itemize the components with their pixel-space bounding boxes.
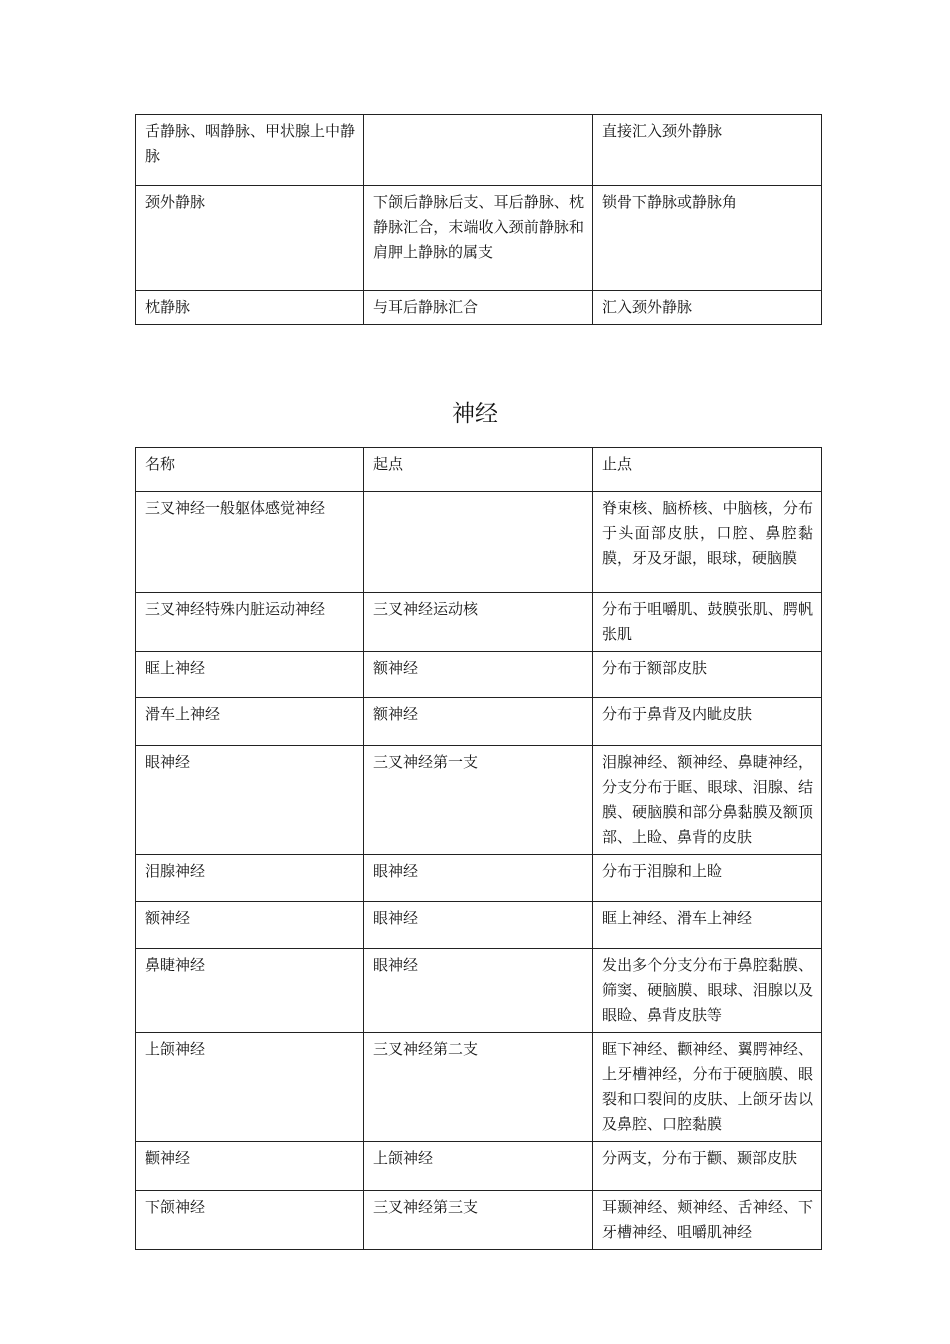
table-row	[136, 1142, 822, 1191]
nerve-origin-cell: 眼神经	[364, 902, 593, 949]
nerve-name-cell: 颧神经	[136, 1142, 364, 1191]
table-row	[136, 1033, 822, 1142]
table-header-row	[136, 448, 822, 492]
table-row	[136, 115, 822, 186]
vein-source-cell	[364, 115, 593, 186]
table-row	[136, 652, 822, 698]
nerve-termination-cell: 泪腺神经、额神经、鼻睫神经，分支分布于眶、眼球、泪腺、结膜、硬脑膜和部分鼻黏膜及额顶部、上睑、鼻背的皮肤	[593, 746, 822, 855]
table-row	[136, 746, 822, 855]
table-row	[136, 698, 822, 746]
table-row	[136, 902, 822, 949]
nerve-origin-cell: 三叉神经运动核	[364, 593, 593, 652]
nerve-origin-cell	[364, 492, 593, 593]
vein-name-cell: 颈外静脉	[136, 186, 364, 291]
nerve-origin-cell: 眼神经	[364, 855, 593, 902]
nerve-termination-cell: 分布于泪腺和上睑	[593, 855, 822, 902]
nerve-name-cell: 上颌神经	[136, 1033, 364, 1142]
nerve-termination-cell: 脊束核、脑桥核、中脑核，分布于头面部皮肤，口腔、鼻腔黏膜，牙及牙龈，眼球，硬脑膜	[593, 492, 822, 593]
table-row	[136, 1191, 822, 1250]
column-header-termination: 止点	[593, 448, 822, 492]
veins-table	[135, 114, 822, 325]
nerve-termination-cell: 分两支，分布于颧、颞部皮肤	[593, 1142, 822, 1191]
table-row	[136, 593, 822, 652]
nerve-origin-cell: 三叉神经第二支	[364, 1033, 593, 1142]
table-row	[136, 186, 822, 291]
nerve-termination-cell: 分布于额部皮肤	[593, 652, 822, 698]
nerve-name-cell: 三叉神经一般躯体感觉神经	[136, 492, 364, 593]
nerve-origin-cell: 三叉神经第一支	[364, 746, 593, 855]
table-row	[136, 855, 822, 902]
nerve-name-cell: 泪腺神经	[136, 855, 364, 902]
nerve-termination-cell: 发出多个分支分布于鼻腔黏膜、筛窦、硬脑膜、眼球、泪腺以及眼睑、鼻背皮肤等	[593, 949, 822, 1033]
nerve-origin-cell: 三叉神经第三支	[364, 1191, 593, 1250]
nerve-name-cell: 三叉神经特殊内脏运动神经	[136, 593, 364, 652]
nerve-termination-cell: 耳颞神经、颊神经、舌神经、下牙槽神经、咀嚼肌神经	[593, 1191, 822, 1250]
nerve-termination-cell: 眶下神经、颧神经、翼腭神经、上牙槽神经，分布于硬脑膜、眼裂和口裂间的皮肤、上颌牙齿以及鼻腔、口腔黏膜	[593, 1033, 822, 1142]
nerve-name-cell: 鼻睫神经	[136, 949, 364, 1033]
nerve-origin-cell: 额神经	[364, 698, 593, 746]
table-row	[136, 291, 822, 325]
table-row	[136, 949, 822, 1033]
nerve-termination-cell: 分布于鼻背及内眦皮肤	[593, 698, 822, 746]
nerves-table	[135, 447, 822, 1250]
vein-drain-cell: 汇入颈外静脉	[593, 291, 822, 325]
table-row	[136, 492, 822, 593]
vein-source-cell: 与耳后静脉汇合	[364, 291, 593, 325]
column-header-name: 名称	[136, 448, 364, 492]
column-header-origin: 起点	[364, 448, 593, 492]
vein-source-cell: 下颌后静脉后支、耳后静脉、枕静脉汇合，末端收入颈前静脉和肩胛上静脉的属支	[364, 186, 593, 291]
nerve-name-cell: 滑车上神经	[136, 698, 364, 746]
nerve-origin-cell: 上颌神经	[364, 1142, 593, 1191]
nerve-termination-cell: 分布于咀嚼肌、鼓膜张肌、腭帆张肌	[593, 593, 822, 652]
nerve-origin-cell: 额神经	[364, 652, 593, 698]
nerve-name-cell: 眼神经	[136, 746, 364, 855]
vein-drain-cell: 锁骨下静脉或静脉角	[593, 186, 822, 291]
vein-drain-cell: 直接汇入颈外静脉	[593, 115, 822, 186]
nerve-name-cell: 眶上神经	[136, 652, 364, 698]
nerve-origin-cell: 眼神经	[364, 949, 593, 1033]
nerve-name-cell: 额神经	[136, 902, 364, 949]
nerve-name-cell: 下颌神经	[136, 1191, 364, 1250]
vein-name-cell: 枕静脉	[136, 291, 364, 325]
vein-name-cell: 舌静脉、咽静脉、甲状腺上中静脉	[136, 115, 364, 186]
nerve-termination-cell: 眶上神经、滑车上神经	[593, 902, 822, 949]
section-heading: 神经	[452, 401, 498, 427]
